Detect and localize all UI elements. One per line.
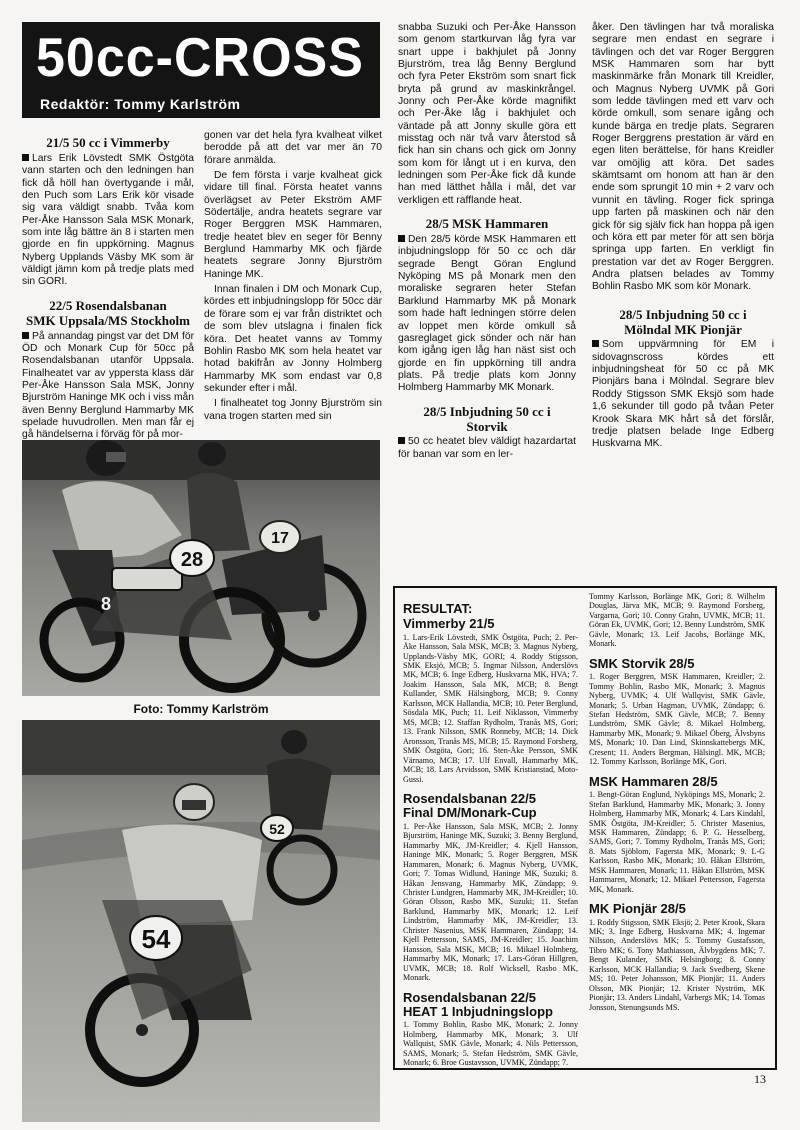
photo-caption: Foto: Tommy Karlström [133,702,269,716]
paragraph: Den 28/5 körde MSK Hammaren ett inbjudningslopp för 50 cc och där segrade Bengt Göran Englund Nyköping MS på Monark men den moraliske segraren heter Stefan Barklund Hammarby MK på Monark som hade haft ledningen större delen av loppet men körde omkull så gasreglaget gick sönder och när han kom igång igen låg han näst sist och gjorde en fin uppkörning till andra plats. På tredje plats kom Jonny Holmberg Hammarby MK Monark. [398,234,576,394]
section-heading-molndal: 28/5 Inbjudning 50 cc i Mölndal MK Pionjär [619,306,747,337]
results-list-vimmerby: 1. Lars-Erik Lövstedt, SMK Östgöta, Puch; 2. Per-Åke Hansson, Sala MSK, MCB; 3. Magnus Nyberg, Upplands-Väsby MK, GORI; 4. Roddy Stigsson, SMK Eksjö, MCB; 5. Ingmar Nilsson, Anderslövs MK, MCB; 6. Inge Edberg, Huskvarna MK, HVA; 7. Joakim Hansson, Sala MK, MCB; 8. Bengt Kullander, SMK Hälsingborg, MCB; 9. Conny Karlsson, MCK Hallandia, MCB; 10. Peter Berglund, Sösdala MK, Puch; 11. Leif Niklasson, Vimmerby MS, MCB; 12. Staffan Rydholm, Tranås MS, Gori; 13. Frank Nilsson, SMK Ronneby, MCB; 14. Dick Aronsson, Tranås MS, MCB; 15. Raymond Forsberg, SMK Östgöta, Gori; 16. Sten-Åke Persson, SMK Värnamo, MCB; 17. Ulf Envall, Hammarby MK, MCB; 18. Lars Arvidsson, SMK Kristianstad, Moto-Gussi. [403,632,578,784]
paragraph: Lars Erik Lövstedt SMK Östgöta vann starten och den ledningen han fick då höll han övertygande i mål, den Puch som Lars Erik kör visade sig vara väldigt snabb. Tvåa kom Per-Åke Hansson Sala MSK Monark, som inte låg bättre än 8 i starten men gjorde en fin uppkörning. Magnus Nyberg Upplands Väsby MK som är väldigt jämn kom på tredje plats med sin GORI. [22,152,194,288]
photo-motocross-riders-28-17 [22,440,380,696]
svg-text:52: 52 [269,821,285,837]
paragraph: åker. Den tävlingen har två moraliska segrare men endast en segrare i tävlingen och det var Roger Berggren MSK Hammaren som har bytt maskinmärke från Monark till Kreidler, och Magnus Nyberg UVMK på Gori som ledde tävlingen med ett varv och körde omkull, som senare igång och kunde bärga en tredje plats. Segraren Roger Berggrens prestation är värd en egen liten berättelse, för hans Kreidler var omöjlig att köra. Det sades skämtsamt om honom att han är den ende som sprungit 10 min + 2 varv och vunnit en tävling. Roger fick springa upp farten på maskinen och när den gick för sig själv fick han hoppa på igen och köra ett par meter för att sen börja springa upp farten. En verkligt fin prestation var det av Roger Berggren. Andra platsen belades av Tommy Bohlin Rasbo MK som kör Monark. [592,22,774,293]
bullet-square-icon [22,332,29,339]
paragraph: snabba Suzuki och Per-Åke Hansson som genom startkurvan låg fyra var snart uppe i bakhjulet på Jonny Bjurström, trea låg Benny Berglund och fyra Peter Ekström som snart fick bryta på grund av maskinkrångel. Jonny och Per-Åke körde magnifikt och Per-Åke låg i bakhjulet och väntade på att Jonny skulle göra ett misstag och när två varv återstod så fick han sin chans och gick om Jonny som kom för långt ut i en kurva, den ledningen som Per-Åke fick då kunde han med lätthet hålla i mål, det var verkligen ett rafflande heat. [398,22,576,206]
results-column-right [589,592,765,1012]
results-heading-rosendal-heat1: Rosendalsbanan 22/5 HEAT 1 Inbjudningslopp [403,989,553,1019]
photo-motocross-riders-54-52 [22,720,380,1122]
editor-credit: Redaktör: Tommy Karlström [40,96,241,112]
page-number: 13 [754,1072,766,1086]
article-column-1 [22,130,194,442]
bullet-square-icon [22,154,29,161]
svg-text:54: 54 [141,924,171,954]
results-heading-pionjar: MK Pionjär 28/5 [589,901,686,917]
results-list-pionjar: 1. Roddy Stigsson, SMK Eksjö; 2. Peter Krook, Skara MK; 3. Inge Edberg, Huskvarna MK; 4. Ingemar Nilsson, Anderslövs MK; 5. Tommy Gustafsson, Tibro MK; 6. Tony Mathiasson, Älvbygdens MK; 7. Bengt Kulander, SMK Helsingborg; 8. Conny Karlsson, MCK Hallandia; 9. Jack Svedberg, Skene MS; 10. Peter Johansson, MK Pionjär; 11. Anders Olsson, MK Pionjär; 12. Krister Nyström, MK Pionjär; 13. Anders Lindahl, Varbergs MK; 14. Tomas Jonsson, Stenungsunds MS. [589,917,765,1012]
results-list-hammaren: 1. Bengt-Göran Englund, Nyköpings MS, Monark; 2. Stefan Barklund, Hammarby MK, Monark; 3. Jonny Holmberg, Hammarby MK, Monark; 4. Lars Kindahl, SMK Östgöta, JM-Kreidler; 5. Christer Masenius, MSK Hammaren, Zündapp; 6. P. G. Hesselberg, SAMS, Gori; 7. Tommy Rydholm, Tranås MS, Gori; 8. Mats Sjöblom, Fagersta MK, Monark; 9. L-G Karlsson, Rasbo MK, Monark; 10. Håkan Ellström, MSK Hammaren, Monark; 11. Håkan Ellström, MSK Hammaren, Monark; 12. Mikael Pettersson, Fagersta MK, Monark. [589,790,765,894]
svg-text:28: 28 [180,549,204,571]
results-list-rosendal-heat1: 1. Tommy Bohlin, Rasbo MK, Monark; 2. Jonny Holmberg, Hammarby MK, Monark; 3. Ulf Wallquist, SMK Gävle, Monark; 4. Nils Pettersson, SAMS, Monark; 5. Stefan Hedström, SMK Gävle, Monark; 6. Broe Gustavsson, UVMK, Zündapp; 7. [403,1020,578,1068]
section-heading-vimmerby: 21/5 50 cc i Vimmerby [46,135,170,150]
paragraph: I finalheatet tog Jonny Bjurström sin vana trogen starten med sin [204,398,382,422]
results-heading-vimmerby: Vimmerby 21/5 [403,616,495,632]
results-list-rosendal-heat1-cont: Tommy Karlsson, Borlänge MK, Gori; 8. Wilhelm Douglas, Järva MK, MCB; 9. Raymond Forsberg, Vargarna, Gori; 10. Conny Grahn, UVMK, MCB; 11. Göran Ek, UVMK, Gori; 12. Benny Lundström, SMK Gävle, Monark; 13. Leif Jacobs, Borlänge MK, Monark. [589,592,765,649]
results-heading-rosendal-final: Rosendalsbanan 22/5 Final DM/Monark-Cup [403,791,537,821]
results-list-storvik: 1. Roger Berggren, MSK Hammaren, Kreidler; 2. Tommy Bohlin, Rasbo MK, Monark; 3. Magnus Nyberg, UVMK; 4. Ulf Wallqvist, SMK Gävle, Monark; 5. Urban Hagman, UVMK, Zündapp; 6. Stefan Hedström, SMK Gävle, MCB; 7. Benny Lundström, SMK Gävle; 8. Mikael Holmberg, Hammarby MK, Monark; 9. Mikael Öberg, Älvsbyns MS, Monark; 10. Dan Lind, Skinnskattebergs MK, Cresent; 11. Anders Bergman, Hälsingl. MK, MCB; 12. Tommy Karlsson, Borlänge MK, Gori. [589,672,765,767]
results-box [393,586,777,1070]
bullet-square-icon [592,340,599,347]
bullet-square-icon [398,235,405,242]
bullet-square-icon [398,437,405,444]
article-column-3 [398,22,576,461]
results-heading-storvik: SMK Storvik 28/5 [589,655,695,671]
results-heading-hammaren: MSK Hammaren 28/5 [589,773,718,789]
results-column-left [403,592,578,1068]
page-title: 50cc-CROSS [36,27,364,89]
paragraph: På annandag pingst var det DM för ÖD och Monark Cup för 50cc på Rosendalsbanan utanför Uppsala. Finalheatet var av yppersta klass där Per-Åke Hansson Sala MSK, Jonny Bjurström Haninge MK och i viss mån även Benny Berglund Hammarby MK spelade huvudrollen. Men man får ej gå händelserna i förväg för på mor- [22,330,194,441]
paragraph: Innan finalen i DM och Monark Cup, kördes ett inbjudningslopp för 50cc där de förare som ej var från distriktet och de som blev utslagna i finalen fick köra. Det heatet vanns av Tommy Bohlin Rasbo MK som hela heatet var hotad bakifrån av Jonny Holmberg Hammarby MK som endast var 0,8 sekunder efter i mål. [204,284,382,394]
results-heading: RESULTAT: [403,601,473,616]
svg-text:17: 17 [271,530,289,547]
article-column-2 [204,130,382,423]
masthead [22,22,380,118]
section-heading-rosendal: 22/5 Rosendalsbanan SMK Uppsala/MS Stockholm [26,297,190,328]
svg-text:8: 8 [100,594,112,614]
paragraph: Som uppvärmning för EM i sidovagnscross kördes ett inbjudningsheat för 50 cc på MK Pionjärs bana i Mölndal. Segrare blev Roddy Stigsson SMK Eksjö som hade 1,6 sekunder till godo på tvåan Peter Krook Skara MK hårt så det förslår, tredje platsen belade Inge Edberg Huskvarna MK. [592,339,774,450]
paragraph: gonen var det hela fyra kvalheat vilket berodde på att det var mer än 70 förare anmälda. [204,130,382,166]
paragraph: De fem första i varje kvalheat gick vidare till final. Första heatet vanns överlägset av Peter Ekström AMF Södertälje, andra heatets segrare var Roger Berggren MSK Hammaren, tredje heatet blev en seger för Benny Berglund Hammarby MK och fjärde heatets segrare Jonny Bjurström Haninge MK. [204,170,382,280]
section-heading-hammaren: 28/5 MSK Hammaren [425,216,549,232]
article-column-4 [592,22,774,451]
paragraph: 50 cc heatet blev väldigt hazardartat för banan var som en ler- [398,436,576,460]
section-heading-storvik: 28/5 Inbjudning 50 cc i Storvik [423,403,551,434]
results-list-rosendal-final: 1. Per-Åke Hansson, Sala MSK, MCB; 2. Jonny Bjurström, Haninge MK, Suzuki; 3. Benny Berglund, Hammarby MK, JM-Kreidler; 4. Kjell Hansson, Haninge MK, Monark; 5. Roger Berggren, MSK Hammaren, Monark; 6. Magnus Nyberg, UVMK, Gori; 7. Tomas Widlund, Haninge MK, Suzuki; 8. Håkan Jensvang, Hammarby MK, Zündapp; 9. Christer Lundgren, Hammarby MK, JM-Kreidler; 10. Göran Olsson, Rasbo MK, Suzuki; 11. Stefan Barklund, Hammarby MK, Monark; 12. Leif Lindström, Hammarby MK, JM-Kreidler; 13. Christer Nasenius, MSK Hammaren, Zündapp; 14. Kjell Pettersson, SAMS, JM-Kreidler; 15. Joachim Hansson, Sala MSK, MCB; 16. Mikael Holmberg, Hammarby MK, Monark; 17. Lars-Göran Hillgren, UVMK, MCB; 18. Rolf Wicksell, Rasbo MK, Monark. [403,821,578,983]
